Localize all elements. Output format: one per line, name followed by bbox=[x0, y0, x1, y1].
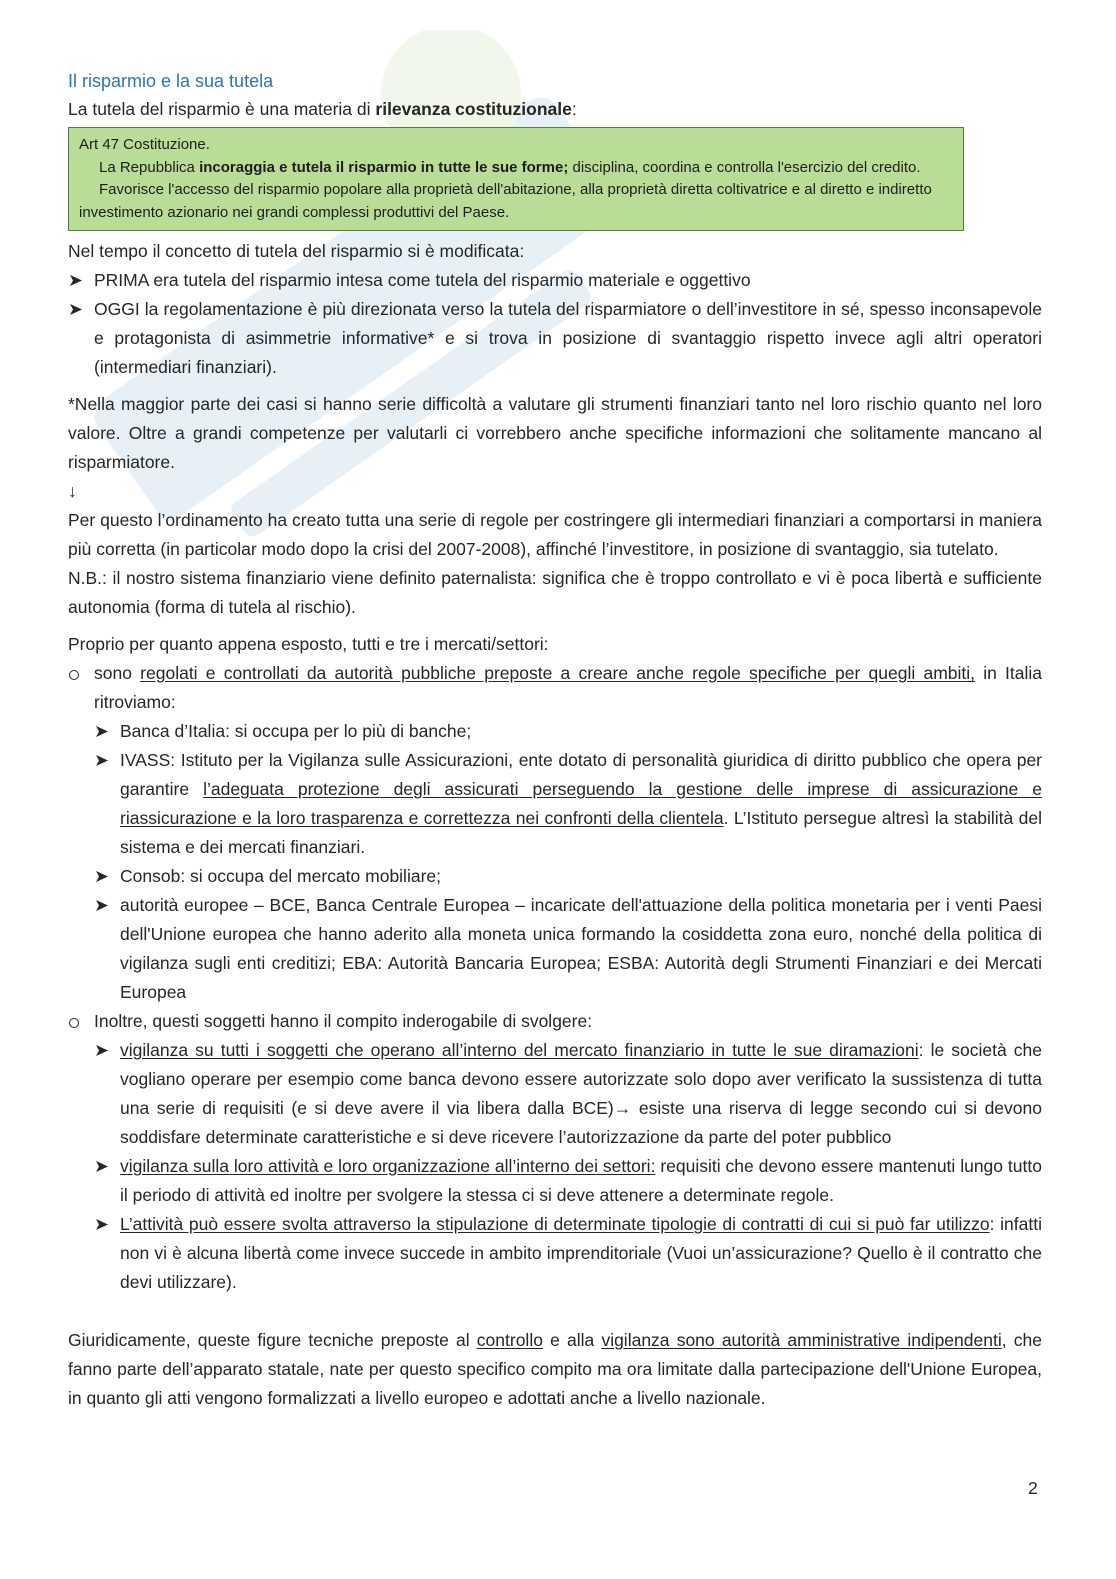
arrowhead-bullet-icon bbox=[94, 717, 112, 746]
down-arrow: ↓ bbox=[68, 481, 77, 501]
list-item: Inoltre, questi soggetti hanno il compito inderogabile di svolgere: vigilanza su tutti i soggetti che operano all’interno del mercato finanziario in tutte le sue diramazioni: le società che vogliano operare per esempio come banca devono essere autorizzate solo dopo aver verificato la sussistenza di tutta una serie di requisiti (e si deve avere il via libera dalla BCE)→ esiste una riserva di legge secondo cui si devono soddisfare determinate caratteristiche e si deve ricevere l’autorizzazione da parte del poter pubblico vigilanza sulla loro attività e loro organizzazione all’interno dei settori: requisiti che devono essere mantenuti lungo tutto il periodo di attività ed inoltre per svolgere la stessa ci si deve attenere a determinate regole. L’attività può essere svolta attraverso la stipulazione di determinate tipologie di contratti di cui si può far utilizzo: infatti non vi è alcuna libertà come invece succede in ambito imprenditoriale (Vuoi un’assicurazione? Quello è il contratto che devi utilizzare). bbox=[68, 1007, 1042, 1297]
circle-bullet-icon bbox=[69, 1018, 79, 1028]
arrowhead-bullet-icon bbox=[94, 862, 112, 891]
duties-list bbox=[94, 1036, 1042, 1297]
constitution-article-box bbox=[68, 127, 964, 231]
document-page bbox=[68, 68, 1042, 1413]
closing-paragraph: Giuridicamente, queste figure tecniche preposte al controllo e alla vigilanza sono autorità amministrative indipendenti, che fanno parte dell’apparato statale, nate per questo specifico compito ma ora limitate dalla partecipazione dell'Unione Europea, in quanto gli atti vengono formalizzati a livello europeo e adottati anche a livello nazionale. bbox=[68, 1330, 1042, 1408]
arrowhead-bullet-icon bbox=[94, 891, 112, 920]
circle-bullet-icon bbox=[69, 670, 79, 680]
authority-europe: autorità europee – BCE, Banca Centrale Europea – incaricate dell'attuazione della politica monetaria per i venti Paesi dell'Unione europea che hanno aderito alla moneta unica formando la cosiddetta zona euro, nonché della politica di vigilanza sugli enti creditizi; EBA: Autorità Bancaria Europea; ESBA: Autorità degli Strumenti Finanziari e dei Mercati Europea bbox=[94, 891, 1042, 1007]
intro-paragraph: La tutela del risparmio è una materia di rilevanza costituzionale: bbox=[68, 99, 577, 119]
arrowhead-bullet-icon bbox=[94, 1210, 112, 1239]
rules-paragraph: Per questo l’ordinamento ha creato tutta una serie di regole per costringere gli intermediari finanziari a comportarsi in maniera più corretta (in particolar modo dopo la crisi del 2007-2008), affinché l’investitore, in posizione di svantaggio, sia tutelato. bbox=[68, 510, 1042, 559]
authorities-list bbox=[94, 717, 1042, 1007]
footnote-paragraph: *Nella maggior parte dei casi si hanno serie difficoltà a valutare gli strumenti finanziari tanto nel loro rischio quanto nel loro valore. Oltre a grandi competenze per valutarli ci vorrebbero anche specifiche informazioni che solitamente mancano al risparmiatore. bbox=[68, 394, 1042, 472]
authority-banca-italia: Banca d’Italia: si occupa per lo più di banche; bbox=[94, 717, 1042, 746]
authority-ivass: IVASS: Istituto per la Vigilanza sulle Assicurazioni, ente dotato di personalità giuridica di diritto pubblico che opera per garantire l’adeguata protezione degli assicurati perseguendo la gestione delle imprese di assicurazione e riassicurazione e la loro trasparenza e correttezza nei confronti della clientela. L’Istituto persegue altresì la stabilità del sistema e dei mercati finanziari. bbox=[94, 746, 1042, 862]
arrowhead-bullet-icon bbox=[94, 1036, 112, 1065]
duty-item: L’attività può essere svolta attraverso la stipulazione di determinate tipologie di contratti di cui si può far utilizzo: infatti non vi è alcuna libertà come invece succede in ambito imprenditoriale (Vuoi un’assicurazione? Quello è il contratto che devi utilizzare). bbox=[94, 1210, 1042, 1297]
duty-item: vigilanza su tutti i soggetti che operano all’interno del mercato finanziario in tutte le sue diramazioni: le società che vogliano operare per esempio come banca devono essere autorizzate solo dopo aver verificato la sussistenza di tutta una serie di requisiti (e si deve avere il via libera dalla BCE)→ esiste una riserva di legge secondo cui si devono soddisfare determinate caratteristiche e si deve ricevere l’autorizzazione da parte del poter pubblico bbox=[94, 1036, 1042, 1152]
arrowhead-bullet-icon bbox=[94, 746, 112, 775]
concept-intro: Nel tempo il concetto di tutela del risparmio si è modificata: bbox=[68, 241, 525, 261]
concept-list bbox=[68, 266, 1042, 382]
arrowhead-bullet-icon bbox=[68, 295, 86, 324]
markets-list bbox=[68, 659, 1042, 1297]
markets-intro: Proprio per quanto appena esposto, tutti e tre i mercati/settori: bbox=[68, 634, 549, 654]
arrowhead-bullet-icon bbox=[68, 266, 86, 295]
list-item: PRIMA era tutela del risparmio intesa come tutela del risparmio materiale e oggettivo bbox=[68, 266, 1042, 295]
article-paragraph-1: La Repubblica incoraggia e tutela il risparmio in tutte le sue forme; disciplina, coordina e controlla l'esercizio del credito. bbox=[99, 158, 921, 176]
authority-consob: Consob: si occupa del mercato mobiliare; bbox=[94, 862, 1042, 891]
article-paragraph-2: Favorisce l'accesso del risparmio popolare alla proprietà dell'abitazione, alla proprietà diretta coltivatrice e al diretto e indiretto investimento azionario nei grandi complessi produttivi del Paese. bbox=[79, 181, 932, 221]
list-item: sono regolati e controllati da autorità pubbliche preposte a creare anche regole specifiche per quegli ambiti, in Italia ritroviamo: Banca d’Italia: si occupa per lo più di banche; IVASS: Istituto per la Vigilanza sulle Assicurazioni, ente dotato di personalità giuridica di diritto pubblico che opera per garantire l’adeguata protezione degli assicurati perseguendo la gestione delle imprese di assicurazione e riassicurazione e la loro trasparenza e correttezza nei confronti della clientela. L’Istituto persegue altresì la stabilità del sistema e dei mercati finanziari. Consob: si occupa del mercato mobiliare; autorità europee – BCE, Banca Centrale Europea – incaricate dell'attuazione della politica monetaria per i venti Paesi dell'Unione europea che hanno aderito alla moneta unica formando la cosiddetta zona euro, nonché della politica di vigilanza sugli enti creditizi; EBA: Autorità Bancaria Europea; ESBA: Autorità degli Strumenti Finanziari e dei Mercati Europea bbox=[68, 659, 1042, 1007]
section-title: Il risparmio e la sua tutela bbox=[68, 71, 274, 91]
list-item: OGGI la regolamentazione è più direzionata verso la tutela del risparmiatore o dell’investitore in sé, spesso inconsapevole e protagonista di asimmetrie informative* e si trova in posizione di svantaggio rispetto invece agli altri operatori (intermediari finanziari). bbox=[68, 295, 1042, 382]
article-heading: Art 47 Costituzione. bbox=[79, 136, 210, 153]
duty-item: vigilanza sulla loro attività e loro organizzazione all’interno dei settori: requisiti che devono essere mantenuti lungo tutto il periodo di attività ed inoltre per svolgere la stessa ci si deve attenere a determinate regole. bbox=[94, 1152, 1042, 1210]
arrowhead-bullet-icon bbox=[94, 1152, 112, 1181]
nb-paragraph: N.B.: il nostro sistema finanziario viene definito paternalista: significa che è troppo controllato e vi è poca libertà e sufficiente autonomia (forma di tutela al rischio). bbox=[68, 568, 1042, 617]
page-number: 2 bbox=[1028, 1478, 1038, 1498]
